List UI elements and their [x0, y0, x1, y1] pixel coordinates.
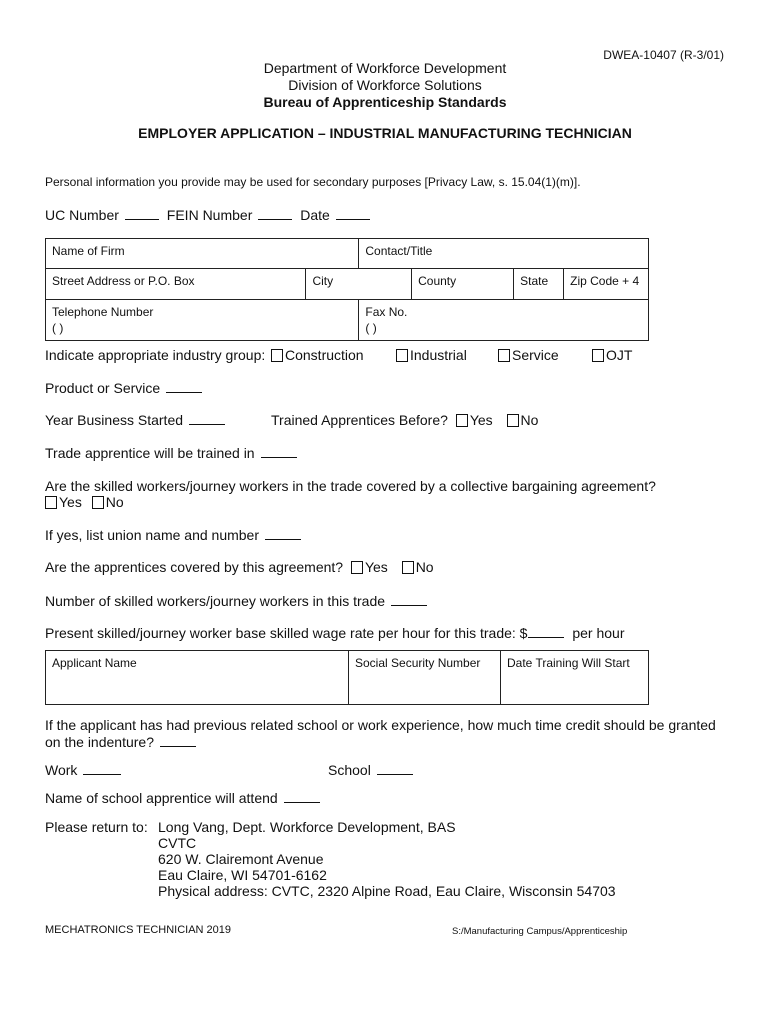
apprentices-covered-label: Are the apprentices covered by this agreement? [45, 559, 344, 575]
city-label: City [312, 274, 334, 288]
school-name-field[interactable] [284, 790, 320, 803]
state-cell[interactable] [514, 269, 564, 300]
city-cell[interactable] [306, 269, 412, 300]
trade-label: Trade apprentice will be trained in [45, 445, 255, 461]
apprentices-covered-row [45, 559, 434, 575]
trained-before-no[interactable]: No [507, 412, 539, 428]
wage-field[interactable] [528, 625, 564, 638]
trained-before-label: Trained Apprentices Before? [271, 412, 448, 428]
school-name-row [45, 790, 320, 806]
fein-number-label: FEIN Number [166, 207, 253, 223]
return-address-line: Long Vang, Dept. Workforce Development, BAS [158, 819, 456, 835]
fax-paren: ( ) [365, 321, 377, 335]
trade-field[interactable] [261, 445, 297, 458]
applicant-name-cell[interactable] [46, 651, 349, 705]
header-division: Division of Workforce Solutions [288, 77, 482, 93]
id-numbers-row [45, 207, 370, 223]
return-address-line: CVTC [158, 835, 197, 851]
union-row [45, 527, 301, 543]
checkbox-icon[interactable] [498, 349, 510, 362]
street-address-cell[interactable] [46, 269, 306, 300]
telephone-label: Telephone Number [52, 305, 154, 319]
union-field[interactable] [265, 527, 301, 540]
fax-label: Fax No. [365, 305, 408, 319]
checkbox-icon[interactable] [92, 496, 104, 509]
num-workers-label: Number of skilled workers/journey workers in this trade [45, 593, 386, 609]
checkbox-icon[interactable] [402, 561, 414, 574]
school-name-label: Name of school apprentice will attend [45, 790, 278, 806]
work-label: Work [45, 762, 78, 778]
date-start-cell[interactable] [501, 651, 649, 705]
wage-row [45, 625, 625, 641]
collective-no[interactable]: No [92, 494, 124, 510]
collective-bargaining-options [45, 494, 124, 510]
form-code: DWEA-10407 (R-3/01) [603, 48, 724, 62]
uc-number-field[interactable] [125, 207, 159, 220]
checkbox-icon[interactable] [507, 414, 519, 427]
union-label: If yes, list union name and number [45, 527, 260, 543]
fein-number-field[interactable] [258, 207, 292, 220]
trade-row [45, 445, 297, 461]
checkbox-icon[interactable] [396, 349, 408, 362]
trained-before-yes[interactable]: Yes [456, 412, 493, 428]
name-of-firm-label: Name of Firm [52, 244, 125, 258]
county-label: County [418, 274, 457, 288]
date-field[interactable] [336, 207, 370, 220]
header-bureau: Bureau of Apprenticeship Standards [263, 94, 507, 110]
industry-option-construction[interactable]: Construction [271, 347, 364, 363]
footer-left: MECHATRONICS TECHNICIAN 2019 [45, 924, 232, 936]
ssn-cell[interactable] [349, 651, 501, 705]
industry-option-industrial[interactable]: Industrial [396, 347, 467, 363]
year-started-field[interactable] [189, 412, 225, 425]
state-label: State [520, 274, 549, 288]
date-label: Date [300, 207, 330, 223]
contact-title-cell[interactable] [359, 239, 649, 269]
work-row [45, 762, 121, 778]
applicant-name-label: Applicant Name [52, 656, 137, 670]
return-label: Please return to: [45, 819, 148, 835]
form-title: EMPLOYER APPLICATION – INDUSTRIAL MANUFACTURING TECHNICIAN [138, 125, 632, 141]
school-label: School [328, 762, 371, 778]
header-department: Department of Workforce Development [263, 60, 507, 76]
footer-right: S:/Manufacturing Campus/Apprenticeship [452, 926, 628, 937]
privacy-notice: Personal information you provide may be used for secondary purposes [Privacy Law, s. 15.04(1)(m)]. [45, 175, 581, 189]
return-address-line: 620 W. Clairemont Avenue [158, 851, 324, 867]
year-started-label: Year Business Started [45, 412, 184, 428]
industry-option-ojt[interactable]: OJT [592, 347, 632, 363]
time-credit-line2: on the indenture? [45, 734, 154, 750]
uc-number-label: UC Number [45, 207, 119, 223]
collective-yes[interactable]: Yes [45, 494, 82, 510]
return-address [158, 819, 616, 899]
school-field[interactable] [377, 762, 413, 775]
fax-cell[interactable] [359, 300, 649, 341]
street-address-label: Street Address or P.O. Box [52, 274, 195, 288]
telephone-cell[interactable] [46, 300, 359, 341]
zip-cell[interactable] [564, 269, 649, 300]
product-service-label: Product or Service [45, 380, 161, 396]
zip-label: Zip Code + 4 [570, 274, 640, 288]
checkbox-icon[interactable] [592, 349, 604, 362]
wage-suffix: per hour [572, 625, 625, 641]
contact-title-label: Contact/Title [365, 244, 433, 258]
return-address-line: Physical address: CVTC, 2320 Alpine Road, Eau Claire, Wisconsin 54703 [158, 883, 616, 899]
industry-group-label: Indicate appropriate industry group: [45, 347, 266, 363]
year-started-row [45, 412, 225, 428]
industry-option-service[interactable]: Service [498, 347, 559, 363]
date-start-label: Date Training Will Start [507, 656, 630, 670]
time-credit-line1: If the applicant has had previous related school or work experience, how much time credit should be granted [45, 717, 716, 733]
wage-label: Present skilled/journey worker base skilled wage rate per hour for this trade: $ [45, 625, 528, 641]
trained-before-row [271, 412, 538, 428]
name-of-firm-cell[interactable] [46, 239, 359, 269]
time-credit-row [45, 734, 196, 750]
checkbox-icon[interactable] [271, 349, 283, 362]
num-workers-row [45, 593, 427, 609]
checkbox-icon[interactable] [351, 561, 363, 574]
product-service-field[interactable] [166, 380, 202, 393]
apprentices-covered-yes[interactable]: Yes [351, 559, 388, 575]
telephone-paren: ( ) [52, 321, 64, 335]
applicant-table [45, 650, 649, 705]
apprentices-covered-no[interactable]: No [402, 559, 434, 575]
checkbox-icon[interactable] [45, 496, 57, 509]
school-row [328, 762, 413, 778]
product-service-row [45, 380, 202, 396]
firm-info-table [45, 238, 649, 341]
checkbox-icon[interactable] [456, 414, 468, 427]
time-credit-field[interactable] [160, 734, 196, 747]
ssn-label: Social Security Number [355, 656, 481, 670]
return-address-line: Eau Claire, WI 54701-6162 [158, 867, 327, 883]
work-field[interactable] [83, 762, 121, 775]
county-cell[interactable] [412, 269, 514, 300]
collective-bargaining-question: Are the skilled workers/journey workers in the trade covered by a collective bargaining agreement? [45, 478, 656, 494]
num-workers-field[interactable] [391, 593, 427, 606]
